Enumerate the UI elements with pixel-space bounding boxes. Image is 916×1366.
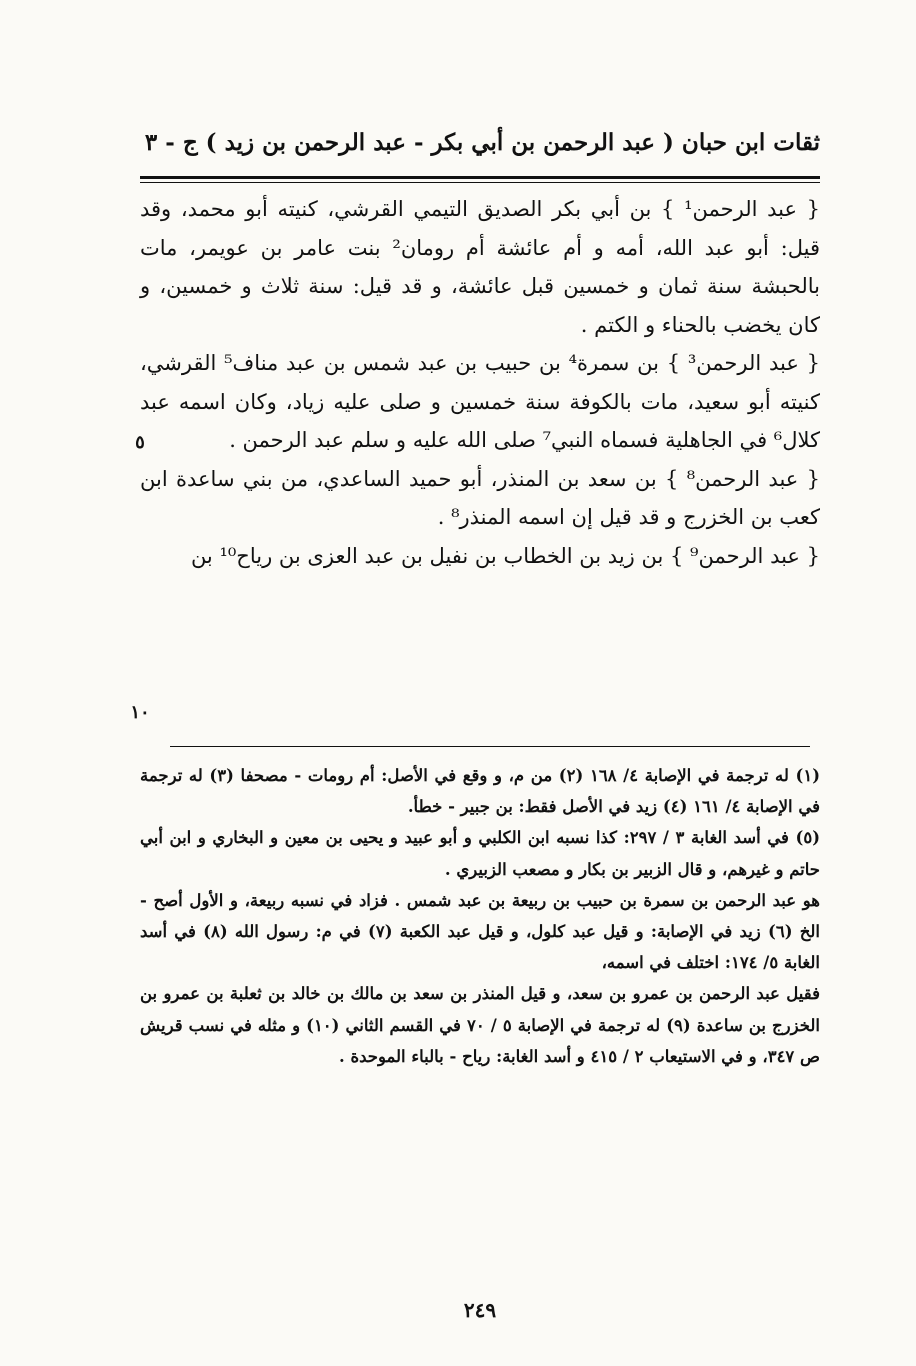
- page-number: ٢٤٩: [463, 1298, 497, 1322]
- footnote-block: (٥) في أسد الغابة ٣ / ٢٩٧: كذا نسبه ابن الكلبي و أبو عبيد و يحيى بن معين و البخاري و ابن أبي حاتم و غيرهم، و قال الزبير بن بكار و مصعب الزبيري .: [140, 828, 820, 879]
- entry-abdulrahman-ibn-zayd: { عبد الرحمن⁹ } بن زيد بن الخطاب بن نفيل بن عبد العزى بن رياح¹⁰ بن: [190, 543, 820, 568]
- entry-abdulrahman-ibn-saad: { عبد الرحمن⁸ } بن سعد بن المنذر، أبو حميد الساعدي، من بني ساعدة ابن كعب بن الخزرج و قد قيل إن اسمه المنذر⁸ .: [140, 466, 821, 529]
- footnote-block: هو عبد الرحمن بن سمرة بن حبيب بن ربيعة بن عبد شمس . فزاد في نسبه ربيعة، و الأول أصح - الخ (٦) زيد في الإصابة: و قيل عبد كلول، و قيل عبد الكعبة (٧) في م: رسول الله (٨) في أسد الغابة ٥/ ١٧٤: اختلف في اسمه،: [140, 890, 820, 973]
- header-rule-thin: [140, 182, 820, 183]
- line-number-5: ٥: [135, 432, 145, 453]
- footnote-separator: [170, 746, 810, 747]
- line-number-10: ١٠: [130, 702, 150, 723]
- running-header: ثقات ابن حبان ( عبد الرحمن بن أبي بكر - عبد الرحمن بن زيد ) ج - ٣: [144, 129, 820, 156]
- header-rule-thick: [140, 176, 820, 179]
- main-text: [140, 190, 820, 575]
- entry-abdulrahman-ibn-samura: { عبد الرحمن³ } بن سمرة⁴ بن حبيب بن عبد شمس بن عبد مناف⁵ القرشي، كنيته أبو سعيد، مات بالكوفة سنة خمسين و صلى عليه زياد، وكان اسمه عبد كلال⁶ في الجاهلية فسماه النبي⁷ صلى الله عليه و سلم عبد الرحمن .: [140, 351, 821, 452]
- document-page: [130, 120, 821, 1340]
- entry-abdulrahman-ibn-abi-bakr: { عبد الرحمن¹ } بن أبي بكر الصديق التيمي القرشي، كنيته أبو محمد، وقد قيل: أبو عبد الله، أمه و أم عائشة أم رومان² بنت عامر بن عويمر، مات بالحبشة سنة ثمان و خمسين قبل عائشة، و قد قيل: سنة ثلاث و خمسين، و كان يخضب بالحناء و الكتم .: [140, 197, 820, 337]
- footnotes: [140, 760, 820, 1072]
- footnote-block: (١) له ترجمة في الإصابة ٤/ ١٦٨ (٢) من م، و وقع في الأصل: أم رومات - مصحفا (٣) له ترجمة في الإصابة ٤/ ١٦١ (٤) زيد في الأصل فقط: بن جبير - خطأ.: [140, 766, 821, 817]
- footnote-block: فقيل عبد الرحمن بن عمرو بن سعد، و قيل المنذر بن سعد بن مالك بن خالد بن ثعلبة بن عمرو بن الخزرج بن ساعدة (٩) له ترجمة في الإصابة ٥ / ٧٠ في القسم الثاني (١٠) و مثله في نسب قريش ص ٣٤٧، و في الاستيعاب ٢ / ٤١٥ و أسد الغابة: رياح - بالباء الموحدة .: [140, 984, 821, 1066]
